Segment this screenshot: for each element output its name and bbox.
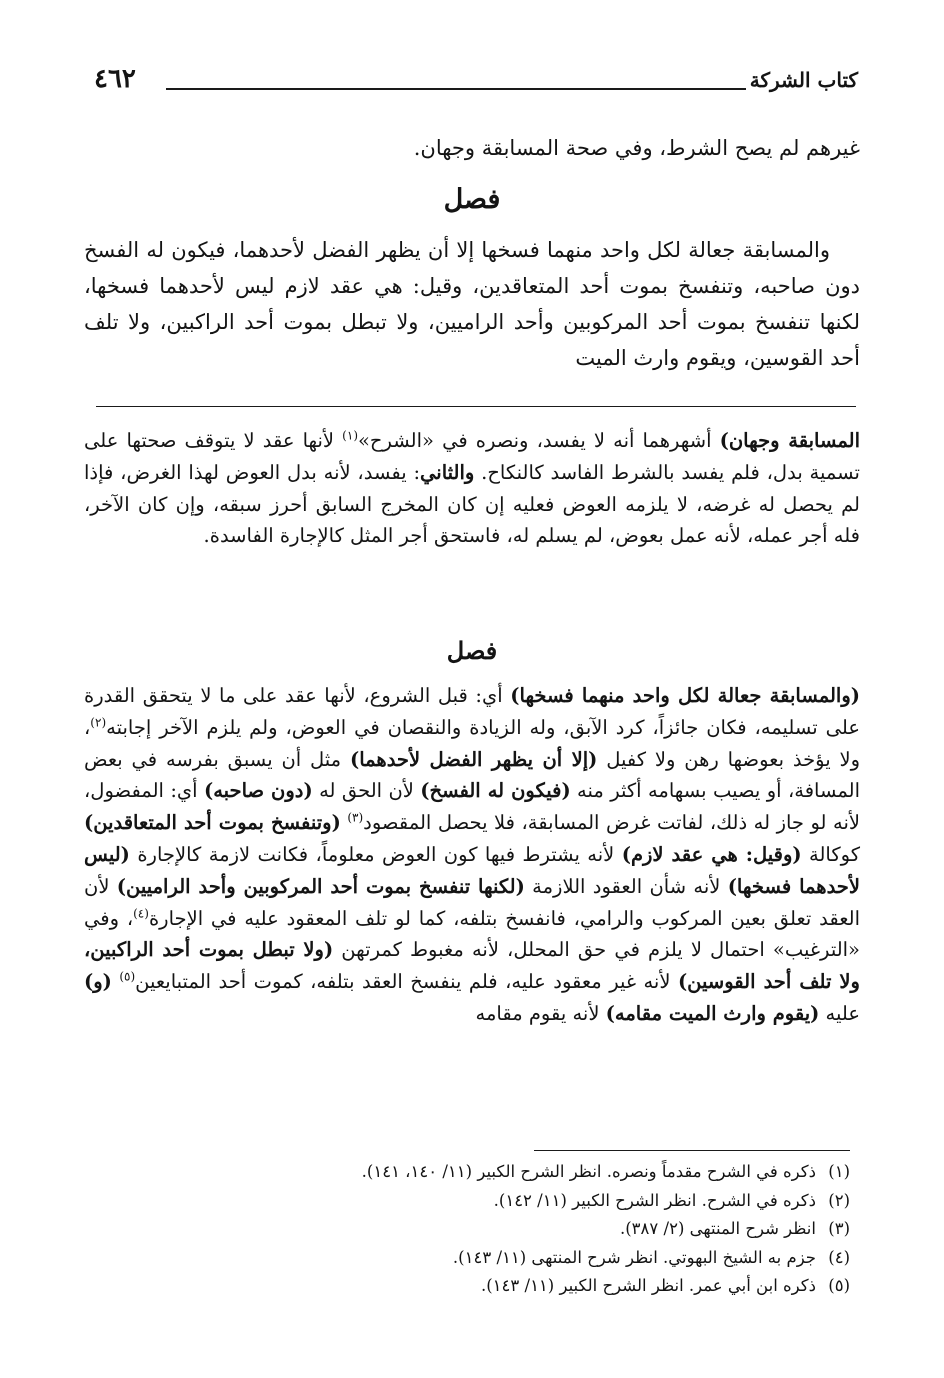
quote-tanfasikh-mawt: (وتنفسخ بموت أحد المتعاقدين) [84,811,341,835]
footnote-ref-3[interactable]: (٣) [347,810,364,825]
sharh-text: أي: قبل الشروع، لأنها عقد على ما لا يتحقق القدرة على تسليمه، فكان جائزاً، كرد الآبق، وله الزيادة والنقصان في العوض، ولم يلزم الآخر إجابته [84,684,860,739]
footnotes [150,1158,850,1301]
page-number: ٤٦٢ [94,64,136,94]
footnote-5 [150,1272,850,1301]
footnote-text: انظر شرح المنتهى (٢/ ٣٨٧). [619,1219,816,1238]
quote-warith-almayyit: (يقوم وارث الميت مقامه) [605,1001,820,1025]
sharh-heading: فصل [446,636,498,665]
matn-divider [96,406,856,407]
header-rule [166,88,746,90]
footnote-number: (١) [828,1162,850,1181]
footnote-text: ذكره في الشرح مقدماً ونصره. انظر الشرح الكبير (١١/ ١٤٠، ١٤١). [361,1162,816,1181]
footnote-number: (٥) [828,1276,850,1295]
footnote-ref-1[interactable]: (١) [342,428,358,443]
second-opinion-label: والثاني [420,460,475,484]
sharh-first-lead: المسابقة وجهان) [719,429,860,452]
footnote-ref-2[interactable]: (٢) [90,715,107,730]
quote-musabaqa-jaala: (والمسابقة جعالة لكل واحد منهما فسخها) [510,684,860,707]
sharh-first-text-3: : يفسد، لأنه بدل العوض لهذا الغرض، فإذا لم يحصل له غرضه، لا يلزمه العوض فعليه إن كان المخرج السابق أحرز سبقه، وإن كان الآخر، فله أجر عمله، لأنه عمل بعوض، لم يسلم له، فاستحق أجر المثل كالإجارة الفاسدة. [84,460,860,548]
footnote-2 [150,1187,850,1216]
intro-line [84,130,860,166]
footnote-number: (٢) [828,1190,850,1210]
footnote-4 [150,1244,850,1273]
sharh-text: لأنه شأن العقود اللازمة [524,874,728,898]
sharh-text: لأنه يقوم مقامه [475,1001,606,1025]
page-header [94,62,858,102]
footnote-text: ذكره في الشرح. انظر الشرح الكبير (١١/ ١٤٢). [493,1190,816,1210]
footnote-number: (٣) [828,1219,850,1238]
sharh-text: عليه [819,1001,860,1025]
matn-heading: فصل [443,184,501,215]
quote-waw: (و) [84,970,112,994]
sharh-text: ، وفي «الترغيب» احتمال لا يلزم في حق المحلل، لأنه مغبوط كمرتهن [84,906,860,962]
sharh-first-text-1: أشهرهما أنه لا يفسد، ونصره في «الشرح» [358,429,720,452]
footnote-text: ذكره ابن أبي عمر. انظر الشرح الكبير (١١/ ١٤٣). [480,1276,816,1295]
footnote-3 [150,1215,850,1244]
footnote-number: (٤) [828,1247,850,1267]
quote-yazhar-alfadl: (إلا أن يظهر الفضل لأحدهما) [349,747,598,771]
book-title: كتاب الشركة [749,68,858,92]
sharh-text: أي: المفضول، لأنه لو جاز له ذلك، لفاتت غرض المسابقة، فلا يحصل المقصود [84,779,860,835]
sharh-text: لأنه غير معقود عليه، فلم ينفسخ العقد بتلفه، كموت أحد المتبايعين [135,970,678,994]
matn-paragraph: والمسابقة جعالة لكل واحد منهما فسخها إلا أن يظهر الفضل لأحدهما، فيكون له الفسخ دون صاحبه، وتنفسخ بموت أحد المتعاقدين، وقيل: هي عقد لازم ليس لأحدهما فسخها، لكنها تنفسخ بموت أحد المركوبين وأحد الراميين، ولا تبطل بموت أحد الراكبين، ولا تلف أحد القوسين، ويقوم وارث الميت [84,238,860,370]
quote-fayakun-lahu: (فيكون له الفسخ) [420,779,571,803]
quote-laysa-fasakh: (ليس لأحدهما فسخها) [84,842,860,898]
sharh-first-paragraph [84,425,860,552]
footnote-ref-5[interactable]: (٥) [119,969,136,984]
sharh-text: لأن العقد تعلق بعين المركوب والرامي، فانفسخ بتلفه، كما لو تلف المعقود عليه في الإجارة [84,874,860,930]
footnote-1 [150,1158,850,1187]
quote-markubayn-ramiyayn: (لكنها تنفسخ بموت أحد المركوبين وأحد الراميين) [116,874,525,898]
intro-text: غيرهم لم يصح الشرط، وفي صحة المسابقة وجهان. [413,136,860,160]
sharh-text: كوكالة [801,842,860,866]
quote-aqd-lazim: (وقيل: هي عقد لازم) [621,842,802,866]
sharh-text: لأنه يشترط فيها كون العوض معلوماً، فكانت لازمة كالإجارة [129,842,622,866]
sharh-text: مثل أن يسبق بفرسه في بعض المسافة، أو يصيب بسهامه أكثر منه [84,747,860,803]
sharh-text: لأن الحق له [312,779,421,803]
footnote-separator [534,1150,850,1151]
sharh-text: ، ولا يؤخذ بعوضها رهن ولا كفيل [84,715,861,771]
sharh-paragraph [84,680,860,1030]
footnote-text: جزم به الشيخ البهوتي. انظر شرح المنتهى (١١/ ١٤٣). [452,1247,816,1267]
footnote-ref-4[interactable]: (٤) [133,906,149,921]
sharh-first-text-2: لأنها عقد لا يتوقف صحتها على تسمية بدل، فلم يفسد بالشرط الفاسد كالنكاح. [84,429,860,484]
quote-duna-sahibihi: (دون صاحبه) [203,779,313,803]
quote-la-tabtul: (ولا تبطل بموت أحد الراكبين، ولا تلف أحد القوسين) [84,938,860,994]
